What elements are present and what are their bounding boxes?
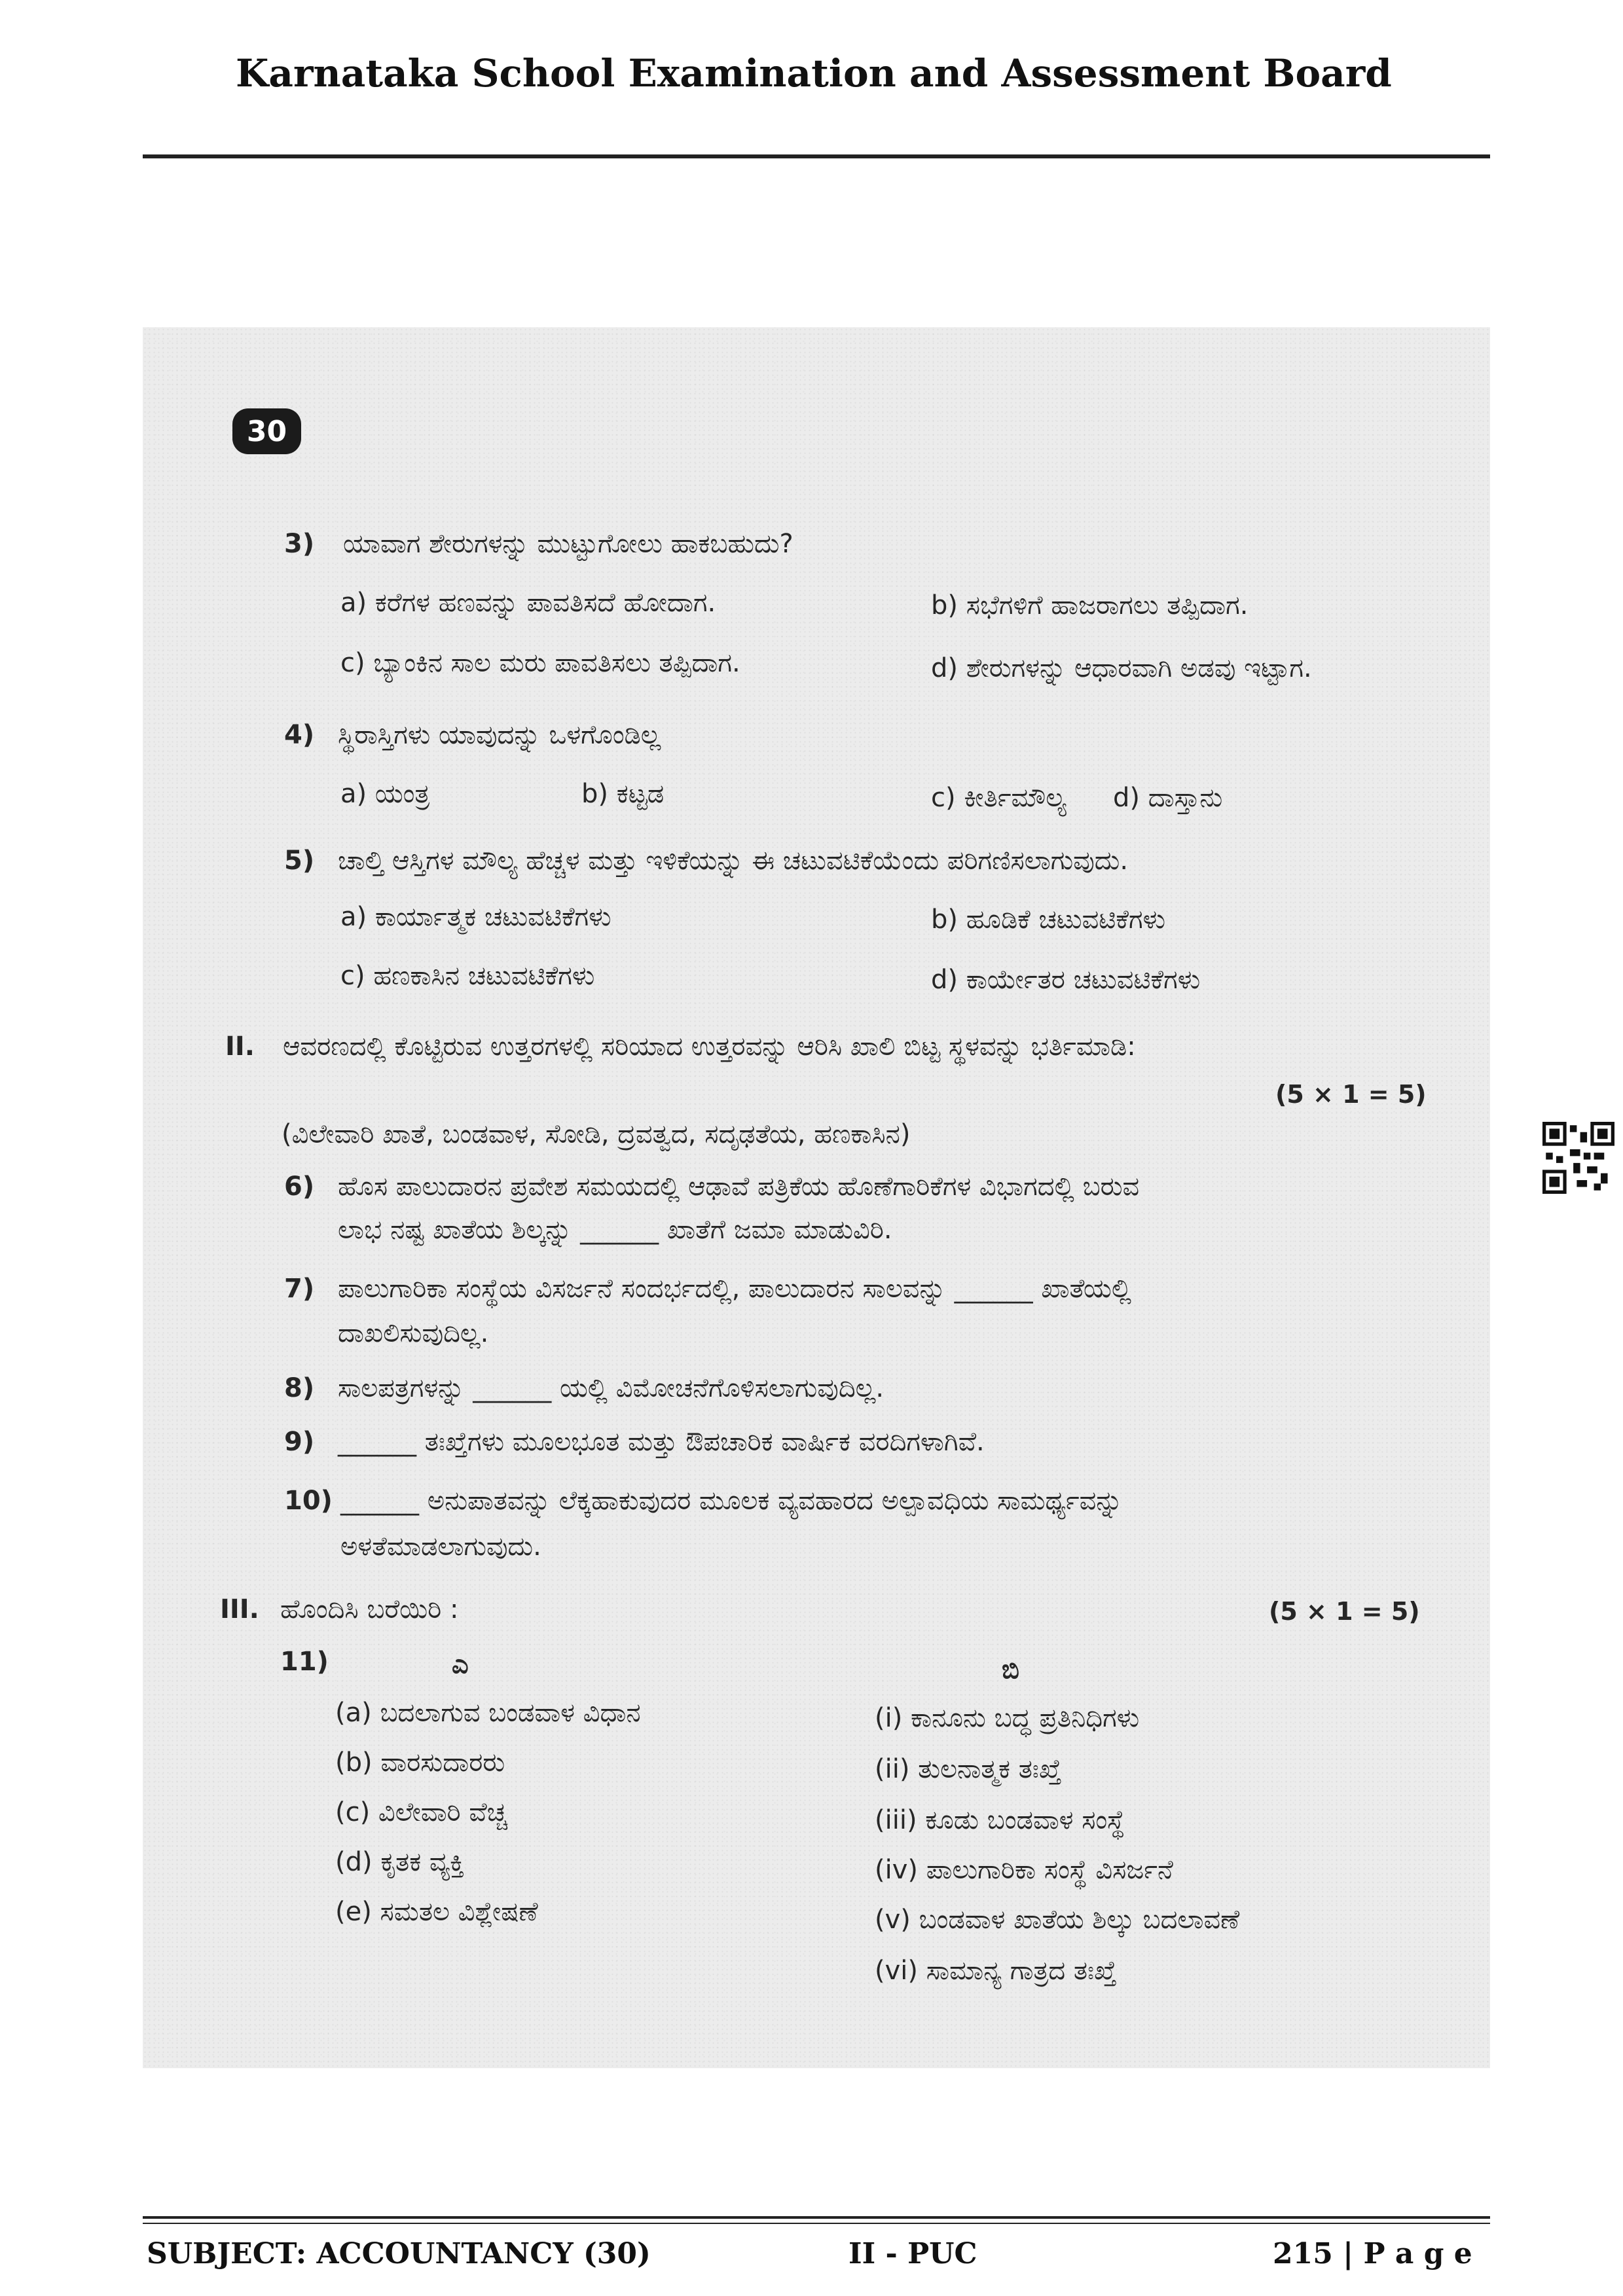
qr-code-icon [1542, 1122, 1614, 1194]
match-b-item: (iv) ಪಾಲುಗಾರಿಕಾ ಸಂಸ್ಥೆ ವಿಸರ್ಜನೆ [875, 1855, 1173, 1885]
column-b-heading: ಬಿ [1002, 1655, 1019, 1685]
question-text: ______ ಅನುಪಾತವನ್ನು ಲೆಕ್ಕಹಾಕುವುದರ ಮೂಲಕ ವ್ಯವಹಾರದ ಅಲ್ಪಾವಧಿಯ ಸಾಮರ್ಥ್ಯವನ್ನು [340, 1486, 1123, 1516]
match-a-item: (d) ಕೃತಕ ವ್ಯಕ್ತಿ [335, 1847, 465, 1877]
header-rule [143, 154, 1490, 158]
option-b: b) ಹೂಡಿಕೆ ಚಟುವಟಿಕೆಗಳು [931, 905, 1166, 935]
board-title: Karnataka School Examination and Assessment Board [236, 51, 1392, 96]
question-text-continued: ಅಳತೆಮಾಡಲಾಗುವುದು. [340, 1532, 541, 1562]
question-text-continued: ಲಾಭ ನಷ್ಟ ಖಾತೆಯ ಶಿಲ್ಕನ್ನು ______ ಖಾತೆಗೆ ಜಮಾ ಮಾಡುವಿರಿ. [338, 1215, 892, 1245]
match-b-item: (vi) ಸಾಮಾನ್ಯ ಗಾತ್ರದ ತಃಖ್ತೆ [875, 1956, 1117, 1986]
option-c: c) ಬ್ಯಾಂಕಿನ ಸಾಲ ಮರು ಪಾವತಿಸಲು ತಪ್ಪಿದಾಗ. [340, 648, 740, 678]
option-c: c) ಹಣಕಾಸಿನ ಚಟುವಟಿಕೆಗಳು [340, 961, 595, 991]
question-text: ಯಾವಾಗ ಶೇರುಗಳನ್ನು ಮುಟ್ಟುಗೋಲು ಹಾಕಬಹುದು? [343, 529, 793, 559]
question-text: ಸ್ಥಿರಾಸ್ತಿಗಳು ಯಾವುದನ್ನು ಒಳಗೊಂಡಿಲ್ಲ [338, 720, 661, 750]
subject-code-badge: 30 [232, 408, 301, 454]
question-text: ______ ತಃಖ್ತೆಗಳು ಮೂಲಭೂತ ಮತ್ತು ಔಪಚಾರಿಕ ವಾರ್ಷಿಕ ವರದಿಗಳಾಗಿವೆ. [338, 1427, 985, 1457]
question-number: 4) [284, 720, 315, 750]
footer-subject: SUBJECT: ACCOUNTANCY (30) [147, 2237, 651, 2270]
section-number: II. [225, 1031, 255, 1062]
question-number: 6) [284, 1172, 315, 1202]
option-a: a) ಕರೆಗಳ ಹಣವನ್ನು ಪಾವತಿಸದೆ ಹೋದಾಗ. [340, 588, 716, 618]
footer-class: II - PUC [848, 2237, 977, 2270]
question-number: 10) [284, 1486, 333, 1516]
question-text: ಚಾಲ್ತಿ ಆಸ್ತಿಗಳ ಮೌಲ್ಯ ಹೆಚ್ಚಳ ಮತ್ತು ಇಳಿಕೆಯನ್ನು ಈ ಚಟುವಟಿಕೆಯೆಂದು ಪರಿಗಣಿಸಲಾಗುವುದು. [338, 846, 1129, 876]
question-number: 7) [284, 1274, 315, 1304]
match-a-item: (b) ವಾರಸುದಾರರು [335, 1748, 505, 1778]
option-d: d) ಶೇರುಗಳನ್ನು ಆಧಾರವಾಗಿ ಅಡವು ಇಟ್ಟಾಗ. [931, 653, 1312, 683]
question-number: 8) [284, 1373, 315, 1403]
option-d: d) ದಾಸ್ತಾನು [1113, 783, 1223, 813]
question-text: ಪಾಲುಗಾರಿಕಾ ಸಂಸ್ಥೆಯ ವಿಸರ್ಜನೆ ಸಂದರ್ಭದಲ್ಲಿ, ಪಾಲುದಾರನ ಸಾಲವನ್ನು ______ ಖಾತೆಯಲ್ಲಿ [338, 1274, 1132, 1304]
question-number: 11) [280, 1647, 329, 1677]
section-instruction: ಆವರಣದಲ್ಲಿ ಕೊಟ್ಟಿರುವ ಉತ್ತರಗಳಲ್ಲಿ ಸರಿಯಾದ ಉತ್ತರವನ್ನು ಆರಿಸಿ ಖಾಲಿ ಬಿಟ್ಟ ಸ್ಥಳವನ್ನು ಭರ್ತಿಮಾಡಿ: [283, 1031, 1136, 1062]
question-text-continued: ದಾಖಲಿಸುವುದಿಲ್ಲ. [338, 1318, 489, 1348]
match-b-item: (iii) ಕೂಡು ಬಂಡವಾಳ ಸಂಸ್ಥೆ [875, 1805, 1125, 1835]
match-b-item: (v) ಬಂಡವಾಳ ಖಾತೆಯ ಶಿಲ್ಕು ಬದಲಾವಣೆ [875, 1905, 1240, 1935]
answer-options: (ವಿಲೇವಾರಿ ಖಾತೆ, ಬಂಡವಾಳ, ಸೋಡಿ, ದ್ರವತ್ವದ, ಸದೃಢತೆಯ, ಹಣಕಾಸಿನ) [282, 1119, 911, 1149]
match-b-item: (ii) ತುಲನಾತ್ಮಕ ತಃಖ್ತೆ [875, 1754, 1061, 1784]
question-number: 9) [284, 1427, 315, 1457]
question-text: ಸಾಲಪತ್ರಗಳನ್ನು ______ ಯಲ್ಲಿ ವಿಮೋಚನೆಗೊಳಿಸಲಾಗುವುದಿಲ್ಲ. [338, 1373, 884, 1403]
option-c: c) ಕೀರ್ತಿಮೌಲ್ಯ [931, 783, 1067, 813]
option-b: b) ಕಟ್ಟಡ [581, 779, 665, 809]
option-b: b) ಸಭೆಗಳಿಗೆ ಹಾಜರಾಗಲು ತಪ್ಪಿದಾಗ. [931, 590, 1249, 620]
section-marks: (5 × 1 = 5) [1275, 1080, 1427, 1109]
match-a-item: (c) ವಿಲೇವಾರಿ ವೆಚ್ಚ [335, 1797, 507, 1827]
match-a-item: (a) ಬದಲಾಗುವ ಬಂಡವಾಳ ವಿಧಾನ [335, 1698, 641, 1728]
footer-rule [143, 2216, 1490, 2219]
question-number: 3) [284, 529, 315, 559]
footer-rule-thin [143, 2223, 1490, 2224]
section-number: III. [220, 1594, 259, 1624]
option-a: a) ಯಂತ್ರ [340, 779, 430, 809]
match-b-item: (i) ಕಾನೂನು ಬದ್ಧ ಪ್ರತಿನಿಧಿಗಳು [875, 1703, 1140, 1733]
option-a: a) ಕಾರ್ಯಾತ್ಮಕ ಚಟುವಟಿಕೆಗಳು [340, 902, 611, 932]
section-instruction: ಹೊಂದಿಸಿ ಬರೆಯಿರಿ : [280, 1594, 459, 1624]
footer-page-number: 215 | P a g e [1273, 2237, 1472, 2270]
question-text: ಹೊಸ ಪಾಲುದಾರನ ಪ್ರವೇಶ ಸಮಯದಲ್ಲಿ ಆಢಾವೆ ಪತ್ರಿಕೆಯ ಹೊಣೆಗಾರಿಕೆಗಳ ವಿಭಾಗದಲ್ಲಿ ಬರುವ [338, 1172, 1140, 1202]
column-a-heading: ಎ [452, 1649, 469, 1679]
question-number: 5) [284, 846, 315, 876]
section-marks: (5 × 1 = 5) [1269, 1597, 1420, 1626]
match-a-item: (e) ಸಮತಲ ವಿಶ್ಲೇಷಣೆ [335, 1897, 538, 1927]
option-d: d) ಕಾರ್ಯೇತರ ಚಟುವಟಿಕೆಗಳು [931, 965, 1201, 995]
